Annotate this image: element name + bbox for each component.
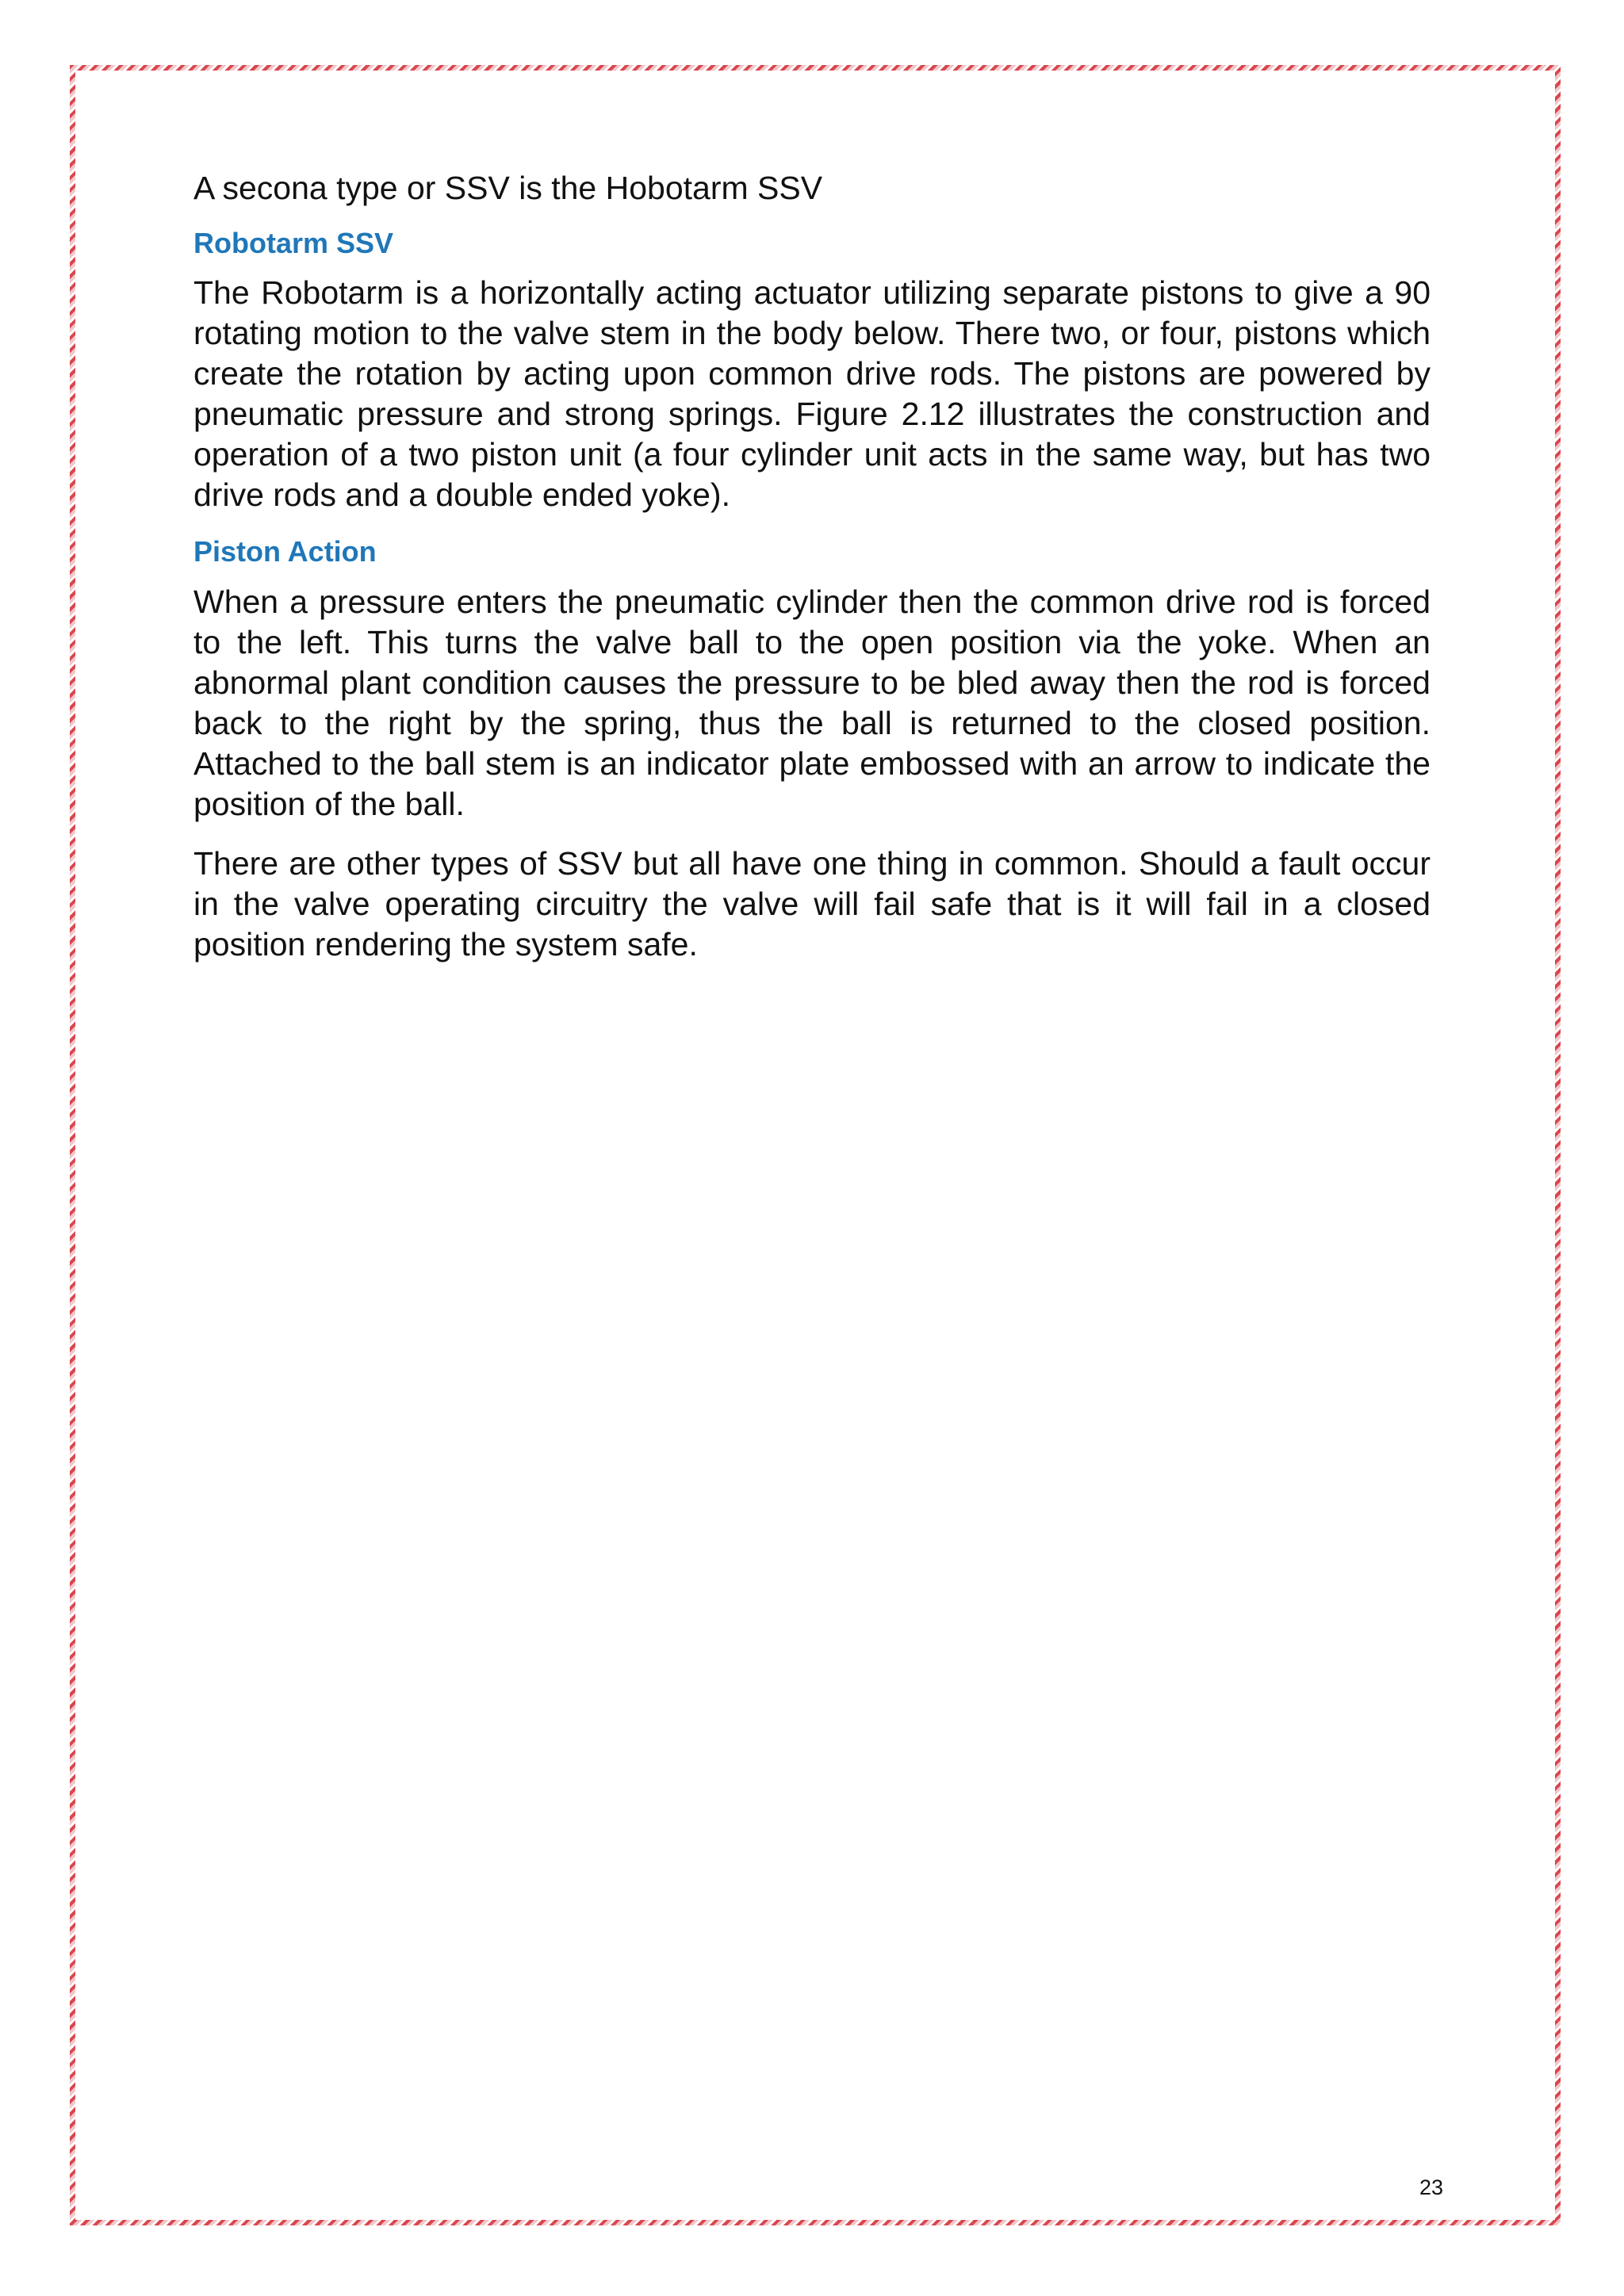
section-heading-piston-action: Piston Action <box>193 535 377 568</box>
section-heading-robotarm: Robotarm SSV <box>193 227 394 260</box>
page-content <box>193 168 1431 984</box>
page-number: 23 <box>1419 2175 1443 2199</box>
intro-text: A secona type or SSV is the Hobotarm SSV <box>193 170 823 206</box>
paragraph-fail-safe: There are other types of SSV but all have one thing in common. Should a fault occur in the valve operating circuitry the valve will fail safe that is it will fail in a closed position rendering the system safe. <box>193 844 1431 962</box>
paragraph-piston-action: When a pressure enters the pneumatic cylinder then the common drive rod is forced to the left. This turns the valve ball to the open position via the yoke. When an abnormal plant condition causes the pressure to be bled away then the rod is forced back to the right by the spring, thus the ball is returned to the closed position. Attached to the ball stem is an indicator plate embossed with an arrow to indicate the position of the ball. <box>193 583 1431 822</box>
paragraph-robotarm-description: The Robotarm is a horizontally acting actuator utilizing separate pistons to give a 90 rotating motion to the valve stem in the body below. There two, or four, pistons which create the rotation by acting upon common drive rods. The pistons are powered by pneumatic pressure and strong springs. Figure 2.12 illustrates the construction and operation of a two piston unit (a four cylinder unit acts in the same way, but has two drive rods and a double ended yoke). <box>193 274 1431 514</box>
